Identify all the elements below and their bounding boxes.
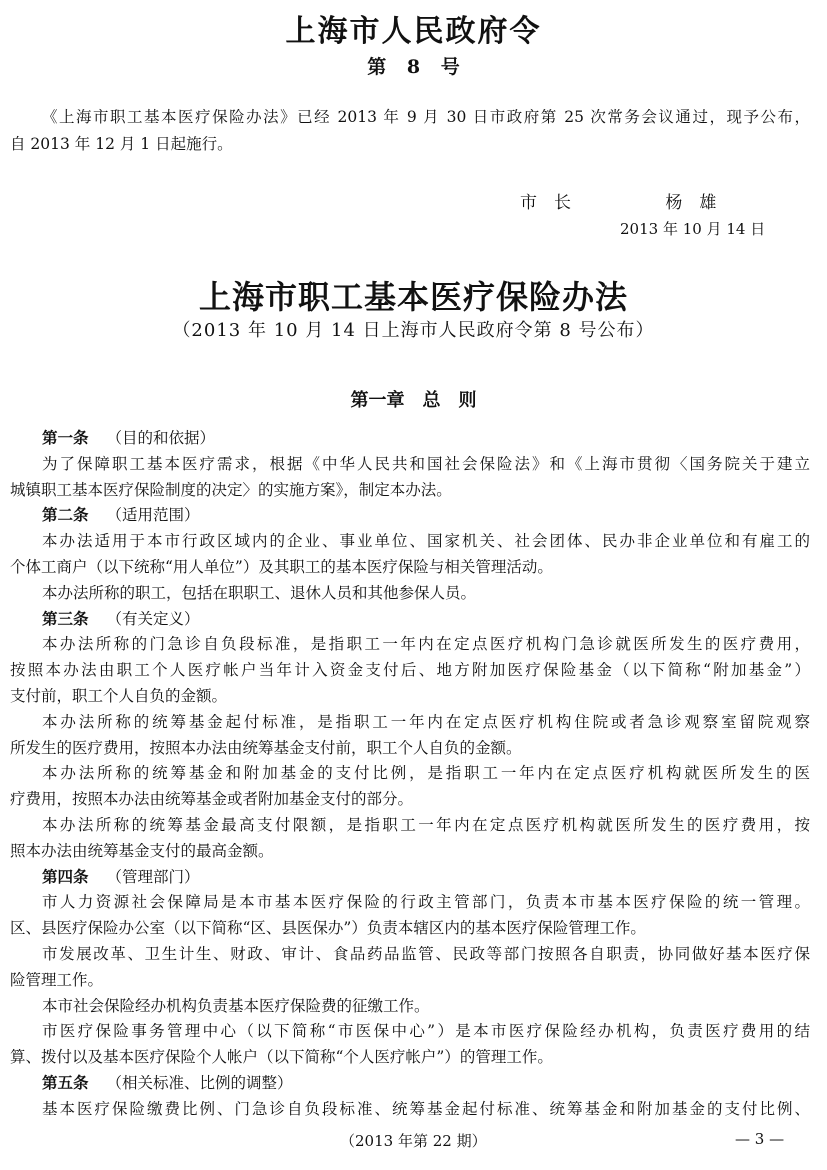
article-number: 第五条	[42, 1073, 89, 1092]
article-heading	[10, 867, 810, 887]
article-number: 第四条	[42, 866, 89, 886]
footer-issue: （2013 年第 22 期）	[340, 1132, 487, 1150]
footer-page-number: — 3 —	[735, 1130, 785, 1148]
body-text-line: 本办法所称的统筹基金和附加基金的支付比例，是指职工一年内在定点医疗机构就医所发生的医	[42, 764, 810, 783]
order-title: 上海市人民政府令	[285, 14, 542, 49]
signature-name: 杨 雄	[665, 193, 717, 213]
article-number: 第二条	[42, 505, 89, 525]
body-text-line: 险管理工作。	[10, 970, 104, 989]
body-text-line: 本办法所称的职工，包括在职职工、退休人员和其他参保人员。	[42, 583, 477, 602]
body-text-line: 本办法所称的统筹基金起付标准，是指职工一年内在定点医疗机构住院或者急诊观察室留院观察	[42, 712, 810, 731]
article-subject: （管理部门）	[106, 867, 200, 886]
law-subtitle: （2013 年 10 月 14 日上海市人民政府令第 8 号公布）	[172, 320, 655, 341]
article-number: 第三条	[42, 608, 89, 628]
article-subject: （有关定义）	[106, 609, 200, 628]
order-number: 第 8 号	[367, 56, 460, 78]
body-text-line: 本办法所称的门急诊自负段标准，是指职工一年内在定点医疗机构门急诊就医所发生的医疗费用，	[42, 635, 810, 654]
announcement-line: 《上海市职工基本医疗保险办法》已经 2013 年 9 月 30 日市政府第 25 次常务会议通过，现予公布，	[42, 108, 810, 126]
signature-title: 市 长	[520, 193, 571, 213]
article-subject: （适用范围）	[106, 506, 200, 525]
body-text-line: 本办法所称的统筹基金最高支付限额，是指职工一年内在定点医疗机构就医所发生的医疗费用，按	[42, 816, 810, 834]
body-text-line: 照本办法由统筹基金支付的最高金额。	[10, 841, 274, 860]
body-text-line: 城镇职工基本医疗保险制度的决定〉的实施方案》，制定本办法。	[10, 480, 452, 499]
chapter-heading: 第一章 总 则	[350, 390, 477, 411]
body-text-line: 基本医疗保险缴费比例、门急诊自负段标准、统筹基金起付标准、统筹基金和附加基金的支付比例、	[42, 1099, 810, 1118]
body-text-line: 个体工商户（以下统称“用人单位”）及其职工的基本医疗保险与相关管理活动。	[10, 558, 553, 576]
article-subject: （目的和依据）	[106, 429, 216, 447]
body-text-line: 区、县医疗保险办公室（以下简称“区、县医保办”）负责本辖区内的基本医疗保险管理工作。	[10, 919, 646, 938]
body-text-line: 市医疗保险事务管理中心（以下简称“市医保中心”）是本市医疗保险经办机构，负责医疗费用的结	[42, 1022, 810, 1041]
body-text-line: 按照本办法由职工个人医疗帐户当年计入资金支付后、地方附加医疗保险基金（以下简称“附加基金”）	[10, 661, 810, 680]
article-heading	[10, 505, 810, 525]
body-text-line: 市发展改革、卫生计生、财政、审计、食品药品监管、民政等部门按照各自职责，协同做好基本医疗保	[42, 945, 810, 963]
article-heading	[10, 609, 810, 629]
article-heading	[10, 428, 810, 448]
body-text-line: 支付前，职工个人自负的金额。	[10, 687, 228, 705]
body-text-line: 本市社会保险经办机构负责基本医疗保险费的征缴工作。	[42, 996, 430, 1015]
body-text-line: 市人力资源社会保障局是本市基本医疗保险的行政主管部门，负责本市基本医疗保险的统一管理。	[42, 893, 810, 912]
body-text-line: 为了保障职工基本医疗需求，根据《中华人民共和国社会保险法》和《上海市贯彻〈国务院关于建立	[42, 454, 810, 473]
body-text-line: 本办法适用于本市行政区域内的企业、事业单位、国家机关、社会团体、民办非企业单位和有雇工的	[42, 532, 810, 551]
body-text-line: 疗费用，按照本办法由统筹基金或者附加基金支付的部分。	[10, 790, 414, 809]
signature	[520, 188, 716, 213]
body-text-line: 算、拨付以及基本医疗保险个人帐户（以下简称“个人医疗帐户”）的管理工作。	[10, 1048, 553, 1067]
signature-date: 2013 年 10 月 14 日	[620, 220, 766, 238]
article-subject: （相关标准、比例的调整）	[106, 1074, 293, 1092]
law-title: 上海市职工基本医疗保险办法	[198, 278, 628, 316]
body-text-line: 所发生的医疗费用，按照本办法由统筹基金支付前，职工个人自负的金额。	[10, 738, 522, 757]
article-number: 第一条	[42, 428, 89, 447]
article-heading	[10, 1073, 810, 1093]
announcement-line: 自 2013 年 12 月 1 日起施行。	[10, 135, 233, 153]
